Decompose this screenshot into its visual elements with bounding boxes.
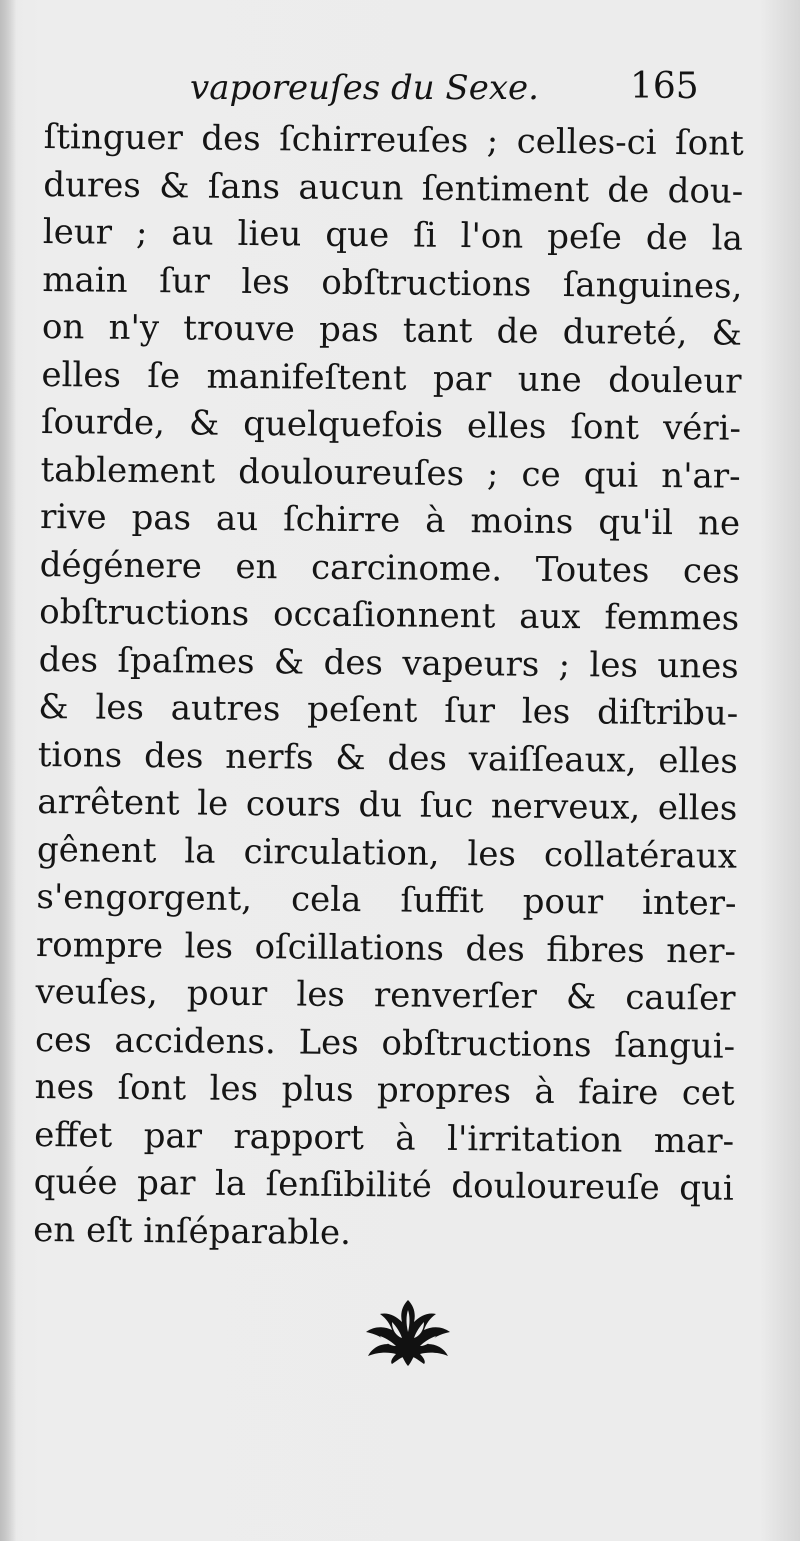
text-line: on n'y trouve pas tant de dureté, & xyxy=(41,306,743,354)
gutter-shadow xyxy=(0,0,16,1541)
text-line: rive pas au ſchirre à moins qu'il ne xyxy=(39,496,741,544)
text-line: main ſur les obſtructions ſanguines, xyxy=(42,259,743,307)
text-line: dures & ſans aucun ſentiment de dou- xyxy=(43,164,744,212)
text-line: ces accidens. Les obſtructions ſangui- xyxy=(34,1019,736,1067)
text-line: obſtructions occaſionnent aux femmes xyxy=(39,591,740,639)
text-line: leur ; au lieu que ſi l'on peſe de la xyxy=(42,211,744,259)
text-line: nes ſont les plus propres à faire cet xyxy=(34,1066,735,1114)
text-line: elles ſe manifeſtent par une douleur xyxy=(41,354,742,402)
body-text xyxy=(33,114,744,1261)
text-line: en eſt inſéparable. xyxy=(33,1209,352,1253)
text-line: effet par rapport à l'irritation mar- xyxy=(34,1114,735,1162)
text-line: rompre les oſcillations des fibres ner- xyxy=(35,924,737,972)
text-line: ſtinguer des ſchirreuſes ; celles-ci ſont xyxy=(43,116,744,164)
text-line: & les autres peſent ſur les diſtribu- xyxy=(38,686,739,734)
text-line: ſourde, & quelquefois elles ſont véri- xyxy=(40,401,742,449)
page-number: 165 xyxy=(630,66,699,107)
text-line: dégénere en carcinome. Toutes ces xyxy=(39,544,740,592)
text-line: gênent la circulation, les collatéraux xyxy=(36,829,738,877)
text-line: arrêtent le cours du ſuc nerveux, elles xyxy=(37,781,738,829)
running-title: vaporeuſes du Sexe. xyxy=(190,68,539,108)
running-head xyxy=(40,62,720,112)
text-line: des ſpaſmes & des vapeurs ; les unes xyxy=(38,639,739,687)
text-line: quée par la ſenſibilité douloureuſe qui xyxy=(33,1161,734,1209)
text-line: veuſes, pour les renverſer & cauſer xyxy=(35,971,736,1019)
text-line: tions des nerfs & des vaiſſeaux, elles xyxy=(37,734,739,782)
fleuron-ornament-icon xyxy=(362,1296,454,1366)
text-line: tablement douloureuſes ; ce qui n'ar- xyxy=(40,449,741,497)
text-line: s'engorgent, cela ſuffit pour inter- xyxy=(36,876,737,924)
